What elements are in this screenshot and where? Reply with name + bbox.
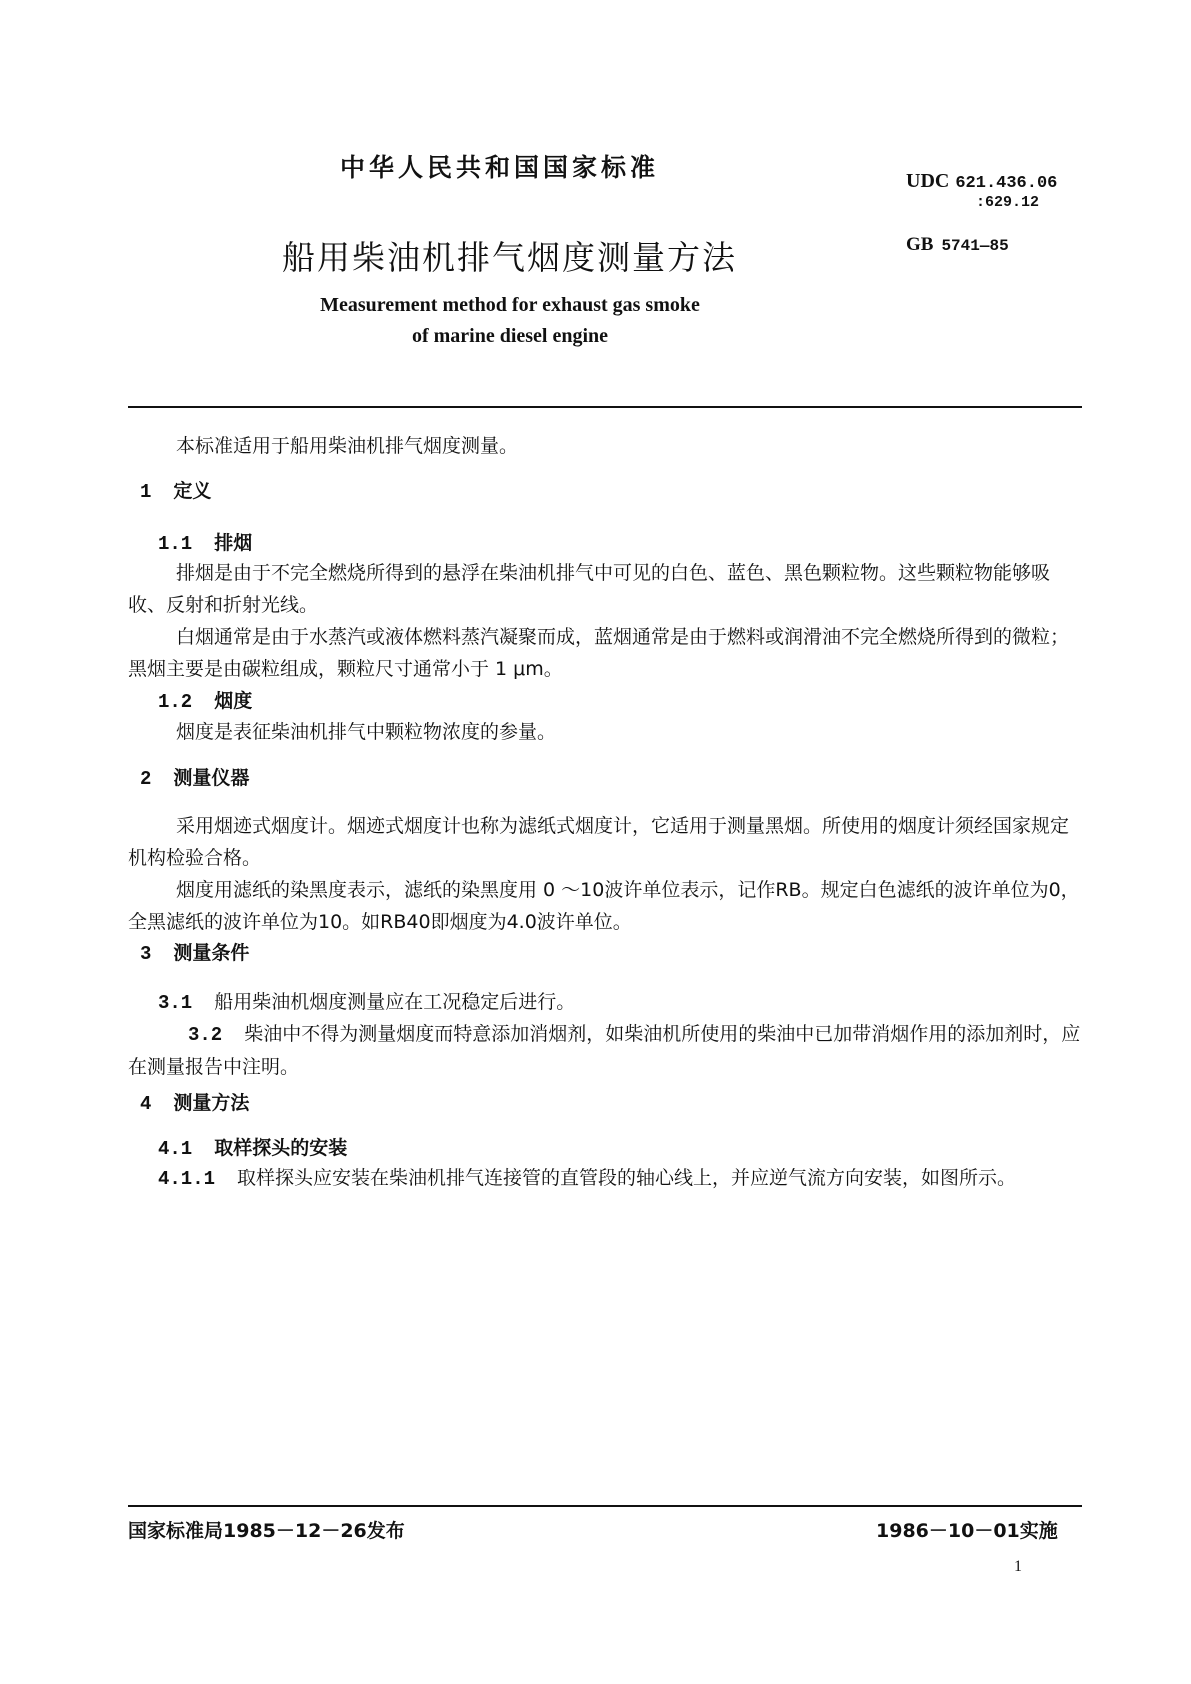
clause-number: 3.2 <box>188 1024 223 1046</box>
clause-text: 船用柴油机烟度测量应在工况稳定后进行。 <box>214 991 576 1013</box>
section-title: 取样探头的安装 <box>214 1137 348 1159</box>
section-title: 排烟 <box>214 532 253 554</box>
section-number: 3 <box>140 943 152 965</box>
paragraph: 烟度用滤纸的染黑度表示，滤纸的染黑度用 0 ～10波许单位表示，记作RB。规定白色滤纸的波许单位为0，全黑滤纸的波许单位为10。如RB40即烟度为4.0波许单位。 <box>128 879 1080 933</box>
footer-divider <box>128 1505 1082 1507</box>
section-2-heading <box>140 763 249 790</box>
national-standard-label: 中华人民共和国国家标准 <box>340 153 660 182</box>
section-4-1-heading <box>158 1133 347 1160</box>
page-number: 1 <box>1014 1558 1022 1575</box>
clause-3-1 <box>158 986 1083 1019</box>
section-number: 1.2 <box>158 691 193 713</box>
section-title: 定义 <box>173 480 212 502</box>
udc-code: 621.436.06 <box>955 174 1058 193</box>
section-title: 测量仪器 <box>173 767 250 789</box>
section-1-2-heading <box>158 686 252 713</box>
clause-3-2 <box>128 1018 1083 1083</box>
header-divider <box>128 406 1082 408</box>
section-title: 测量方法 <box>173 1092 250 1114</box>
section-3-heading <box>140 938 249 965</box>
effective-date: 1986－10－01实施 <box>876 1520 1058 1542</box>
clause-text: 柴油中不得为测量烟度而特意添加消烟剂，如柴油机所使用的柴油中已加带消烟作用的添加剂时，应在测量报告中注明。 <box>128 1023 1081 1078</box>
udc-label: UDC <box>906 170 950 192</box>
document-title-cn: 船用柴油机排气烟度测量方法 <box>282 238 737 277</box>
scope-statement: 本标准适用于船用柴油机排气烟度测量。 <box>176 435 519 457</box>
section-title: 测量条件 <box>173 942 250 964</box>
gb-standard-number <box>906 234 1009 256</box>
paragraph: 白烟通常是由于水蒸汽或液体燃料蒸汽凝聚而成，蓝烟通常是由于燃料或润滑油不完全燃烧所得到的微粒；黑烟主要是由碳粒组成，颗粒尺寸通常小于 1 μm。 <box>128 626 1070 680</box>
clause-4-1-1 <box>158 1162 1083 1195</box>
paragraph: 烟度是表征柴油机排气中颗粒物浓度的参量。 <box>176 721 557 743</box>
paragraph: 排烟是由于不完全燃烧所得到的悬浮在柴油机排气中可见的白色、蓝色、黑色颗粒物。这些颗粒物能够吸收、反射和折射光线。 <box>128 562 1051 616</box>
clause-text: 取样探头应安装在柴油机排气连接管的直管段的轴心线上，并应逆气流方向安装，如图所示。 <box>237 1167 1017 1189</box>
title-en-line-1: Measurement method for exhaust gas smoke <box>320 294 700 316</box>
clause-number: 3.1 <box>158 992 193 1014</box>
gb-code: 5741—85 <box>941 237 1009 255</box>
section-1-heading <box>140 476 211 503</box>
paragraph: 采用烟迹式烟度计。烟迹式烟度计也称为滤纸式烟度计，它适用于测量黑烟。所使用的烟度计须经国家规定机构检验合格。 <box>128 815 1070 869</box>
section-title: 烟度 <box>214 690 253 712</box>
section-number: 1 <box>140 481 152 503</box>
section-number: 1.1 <box>158 533 193 555</box>
issue-date: 国家标准局1985－12－26发布 <box>128 1520 405 1542</box>
section-4-heading <box>140 1088 249 1115</box>
gb-label: GB <box>906 234 934 255</box>
udc-classification <box>906 170 1057 193</box>
section-number: 4 <box>140 1093 152 1115</box>
section-1-1-heading <box>158 528 252 555</box>
section-number: 4.1 <box>158 1138 193 1160</box>
title-en-line-2: of marine diesel engine <box>411 325 609 347</box>
udc-code-secondary: :629.12 <box>976 194 1040 211</box>
section-number: 2 <box>140 768 152 790</box>
clause-number: 4.1.1 <box>158 1168 216 1190</box>
document-title-en <box>270 290 750 352</box>
